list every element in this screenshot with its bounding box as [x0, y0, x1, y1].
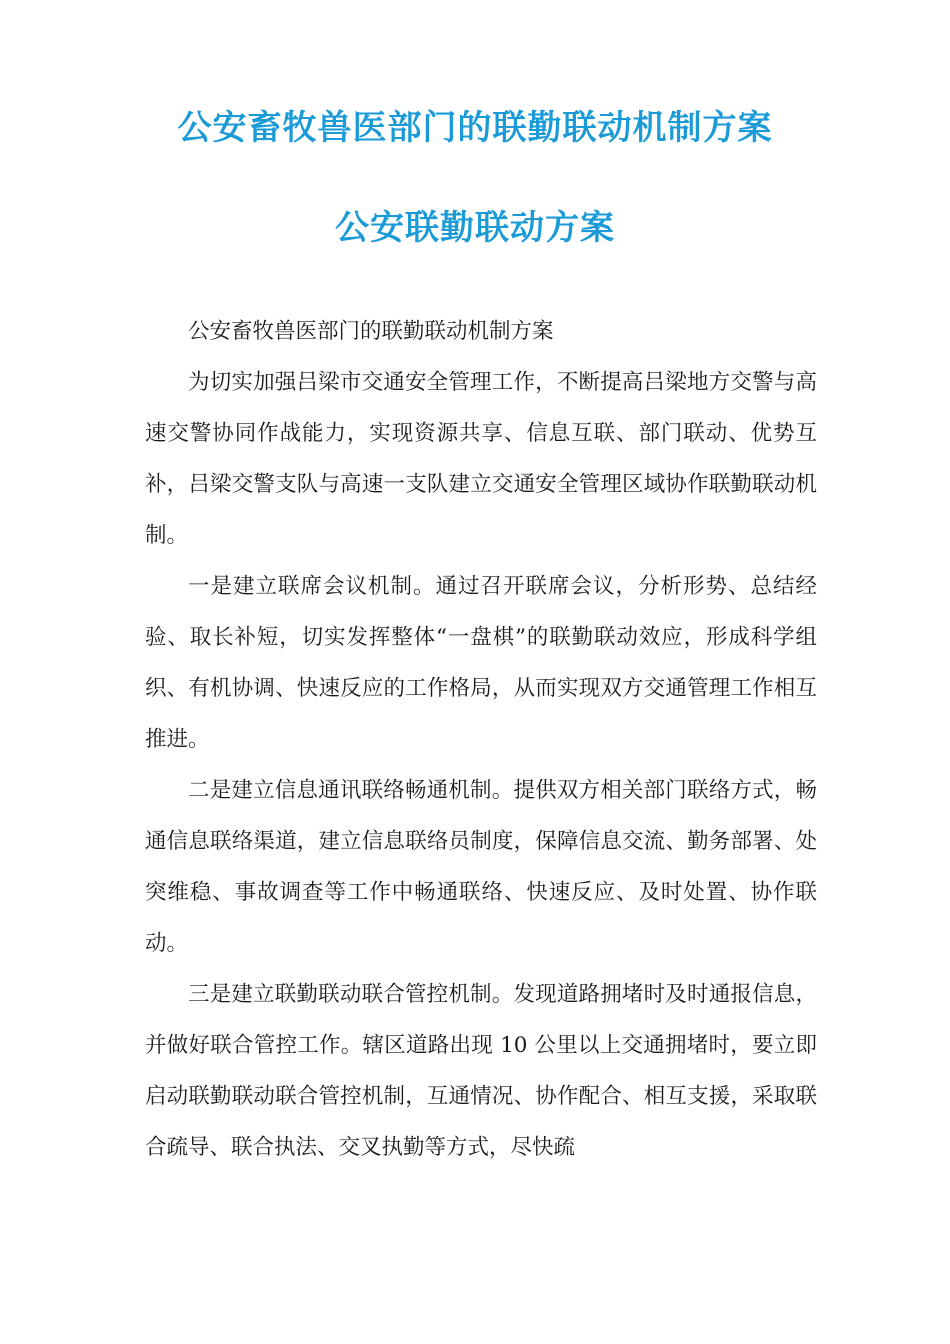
document-body — [145, 306, 817, 1173]
document-title: 公安畜牧兽医部门的联勤联动机制方案 — [177, 108, 773, 148]
paragraph-heading: 公安畜牧兽医部门的联勤联动机制方案 — [188, 319, 554, 344]
document-subtitle: 公安联勤联动方案 — [335, 208, 615, 248]
paragraph-intro: 为切实加强吕梁市交通安全管理工作，不断提高吕梁地方交警与高速交警协同作战能力，实现资源共享、信息互联、部门联动、优势互补，吕梁交警支队与高速一支队建立交通安全管理区域协作联勤联动机制。 — [145, 370, 817, 548]
paragraph-item-1: 一是建立联席会议机制。通过召开联席会议，分析形势、总结经验、取长补短，切实发挥整体“一盘棋”的联勤联动效应，形成科学组织、有机协调、快速反应的工作格局，从而实现双方交通管理工作相互推进。 — [145, 574, 817, 752]
paragraph-item-2: 二是建立信息通讯联络畅通机制。提供双方相关部门联络方式，畅通信息联络渠道，建立信息联络员制度，保障信息交流、勤务部署、处突维稳、事故调查等工作中畅通联络、快速反应、及时处置、协作联动。 — [145, 778, 817, 956]
paragraph-item-3: 三是建立联勤联动联合管控机制。发现道路拥堵时及时通报信息，并做好联合管控工作。辖区道路出现 10 公里以上交通拥堵时，要立即启动联勤联动联合管控机制，互通情况、协作配合、相互支援，采取联合疏导、联合执法、交叉执勤等方式，尽快疏 — [145, 982, 817, 1160]
